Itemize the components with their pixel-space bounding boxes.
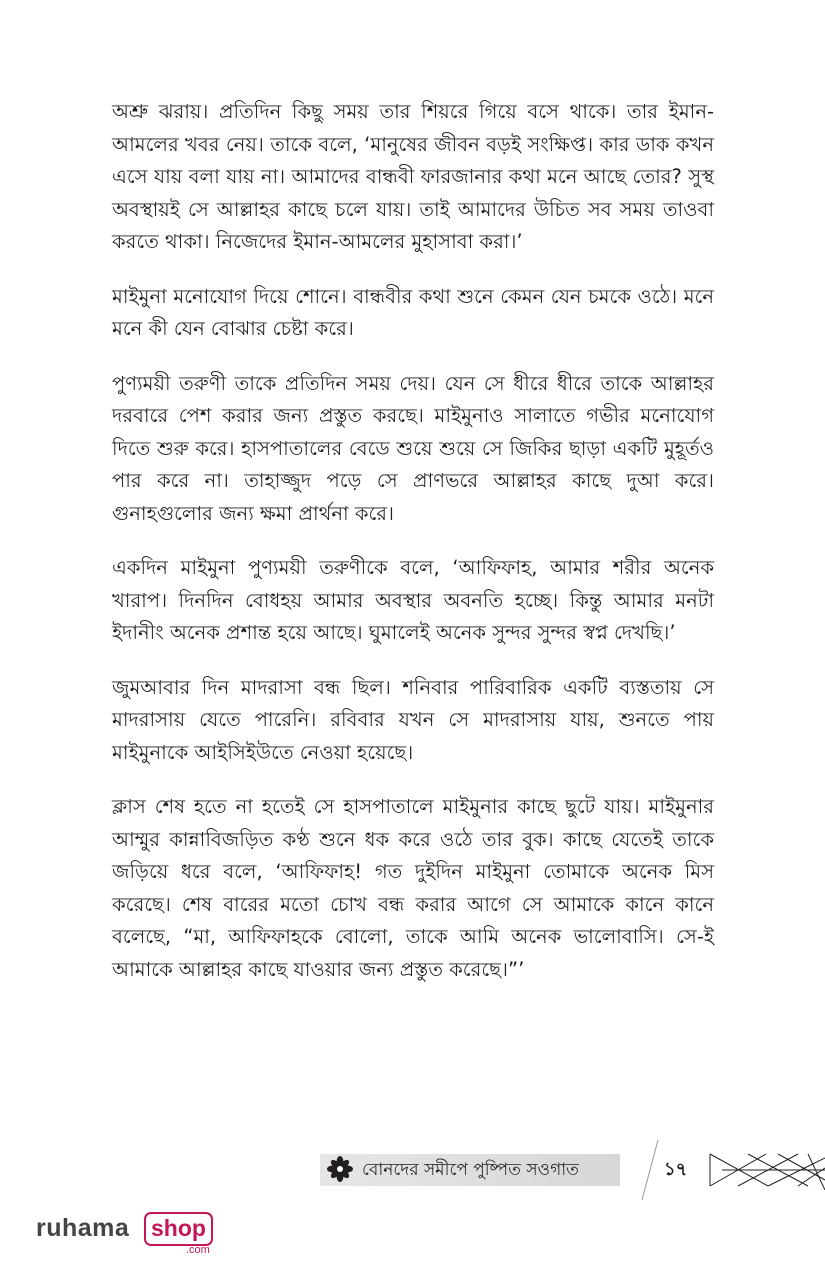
flower-icon	[326, 1155, 354, 1183]
ruhamashop-logo	[36, 1210, 236, 1260]
paragraph: একদিন মাইমুনা পুণ্যময়ী তরুণীকে বলে, ‘আফিফাহ, আমার শরীর অনেক খারাপ। দিনদিন বোধহয় আমার অবস্থার অবনতি হচ্ছে। কিন্তু আমার মনটা ইদানীং অনেক প্রশান্ত হয়ে আছে। ঘুমালেই অনেক সুন্দর সুন্দর স্বপ্ন দেখছি।’	[112, 556, 714, 644]
book-title: বোনদের সমীপে পুষ্পিত সওগাত	[362, 1160, 579, 1180]
paragraph: পুণ্যময়ী তরুণী তাকে প্রতিদিন সময় দেয়। যেন সে ধীরে ধীরে তাকে আল্লাহর দরবারে পেশ করার জন্য প্রস্তুত করছে। মাইমুনাও সালাতে গভীর মনোযোগ দিতে শুরু করে। হাসপাতালের বেডে শুয়ে শুয়ে সে জিকির ছাড়া একটি মুহূর্তও পার করে না। তাহাজ্জুদ পড়ে সে প্রাণভরে আল্লাহর কাছে দুআ করে। গুনাহগুলোর জন্য ক্ষমা প্রার্থনা করে।	[112, 371, 714, 525]
logo-ruhama-text: ruhama	[36, 1214, 130, 1242]
logo-domain: .com	[186, 1244, 210, 1256]
paragraph: ক্লাস শেষ হতে না হতেই সে হাসপাতালে মাইমুনার কাছে ছুটে যায়। মাইমুনার আম্মুর কান্নাবিজড়িত কণ্ঠ শুনে ধক করে ওঠে তার বুক। কাছে যেতেই তাকে জড়িয়ে ধরে বলে, ‘আফিফাহ! গত দুইদিন মাইমুনা তোমাকে অনেক মিস করেছে। শেষ বারের মতো চোখ বন্ধ করার আগে সে আমাকে কানে কানে বলেছে, “মা, আফিফাহকে বোলো, তাকে আমি অনেক ভালোবাসি। সে-ই আমাকে আল্লাহর কাছে যাওয়ার জন্য প্রস্তুত করেছে।”’	[112, 795, 714, 981]
footer-ornament-lines	[708, 1150, 825, 1190]
page-number: ১৭	[664, 1159, 688, 1180]
page-footer	[0, 1140, 825, 1200]
logo-shop-badge: shop	[144, 1212, 213, 1246]
body-text	[112, 96, 714, 1008]
paragraph: মাইমুনা মনোযোগ দিয়ে শোনে। বান্ধবীর কথা শুনে কেমন যেন চমকে ওঠে। মনে মনে কী যেন বোঝার চেষ্টা করে।	[112, 284, 714, 340]
paragraph: অশ্রু ঝরায়। প্রতিদিন কিছু সময় তার শিয়রে গিয়ে বসে থাকে। তার ইমান-আমলের খবর নেয়। তাকে বলে, ‘মানুষের জীবন বড়ই সংক্ষিপ্ত। কার ডাক কখন এসে যায় বলা যায় না। আমাদের বান্ধবী ফারজানার কথা মনে আছে তোর? সুস্থ অবস্থায়ই সে আল্লাহর কাছে চলে যায়। তাই আমাদের উচিত সব সময় তাওবা করতে থাকা। নিজেদের ইমান-আমলের মুহাসাবা করা।’	[112, 100, 714, 253]
paragraph: জুমআবার দিন মাদরাসা বন্ধ ছিল। শনিবার পারিবারিক একটি ব্যস্ততায় সে মাদরাসায় যেতে পারেনি। রবিবার যখন সে মাদরাসায় যায়, শুনতে পায় মাইমুনাকে আইসিইউতে নেওয়া হয়েছে।	[112, 675, 714, 764]
